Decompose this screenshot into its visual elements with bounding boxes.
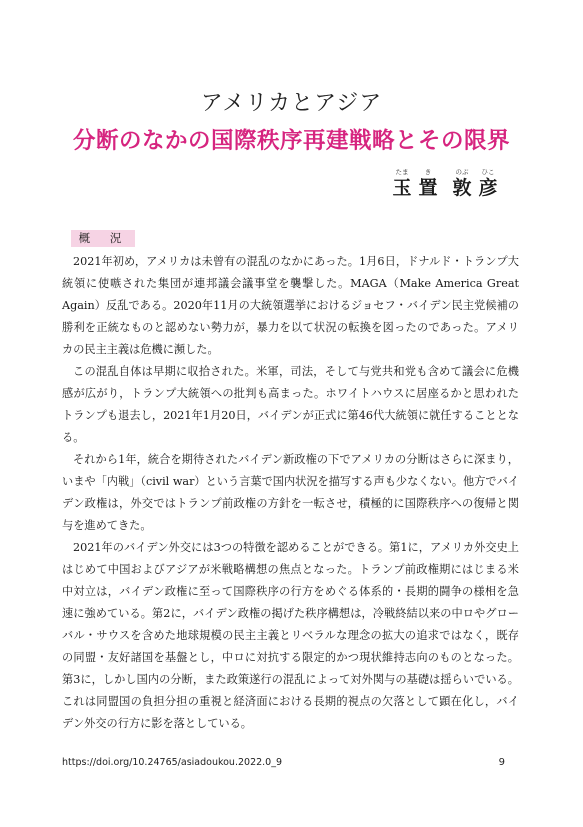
title-line2: 分断のなかの国際秩序再建戦略とその限界 [72,128,510,154]
author-kanji: 置 [418,177,438,199]
author-kanji: 敦 [452,177,472,199]
author-char [415,168,441,199]
author-ruby: たま [395,168,409,176]
body-text [62,251,519,735]
author-char [475,168,501,199]
page-number: 9 [498,757,505,768]
author-ruby: のぶ [455,168,469,176]
author-kanji: 玉 [392,177,412,199]
title-line1: アメリカとアジア [200,91,383,116]
doi-link[interactable]: https://doi.org/10.24765/asiadoukou.2022.0_9 [62,757,283,768]
paragraph: この混乱自体は早期に収拾された。米軍，司法，そして与党共和党も含めて議会に危機感が広がり，トランプ大統領への批判も高まった。ホワイトハウスに居座るかと思われたトランプも退去し，2021年1月20日，バイデンが正式に第46代大統領に就任することとなる。 [62,365,519,444]
author-name [389,168,501,199]
section-label: 概 況 [71,230,135,247]
author-ruby: き [424,168,432,176]
author-char [389,168,415,199]
author-kanji: 彦 [478,177,498,199]
paragraph: 2021年初め，アメリカは未曾有の混乱のなかにあった。1月6日，ドナルド・トランプ大統領に使嗾された集団が連邦議会議事堂を襲撃した。MAGA（Make America Great Again）反乱である。2020年11月の大統領選挙におけるジョセフ・バイデン民主党候補の勝利を正統なものと認めない勢力が，暴力を以て状況の転換を図ったのであった。アメリカの民主主義は危機に瀕した。 [62,255,519,356]
paragraph: それから1年，統合を期待されたバイデン新政権の下でアメリカの分断はさらに深まり，いまや「内戦」（civil war）という言葉で国内状況を描写する声も少なくない。他方でバイデン政権は，外交ではトランプ前政権の方針を一転させ，積極的に国際秩序への復帰と関与を進めてきた。 [62,453,519,532]
author-char [449,168,475,199]
author-ruby: ひこ [481,168,495,176]
paragraph: 2021年のバイデン外交には3つの特徴を認めることができる。第1に，アメリカ外交史上はじめて中国およびアジアが米戦略構想の焦点となった。トランプ前政権期にはじまる米中対立は，バイデン政権に至って国際秩序の行方をめぐる体系的・長期的闘争の様相を急速に強めている。第2に，バイデン政権の掲げた秩序構想は，冷戦終結以来の中ロやグローバル・サウスを含めた地球規模の民主主義とリベラルな理念の拡大の追求ではなく，既存の同盟・友好諸国を基盤とし，中ロに対抗する限定的かつ現状維持志向のものとなった。第3に，しかし国内の分断，また政策遂行の混乱によって対外関与の基礎は揺らいでいる。これは同盟国の負担分担の重視と経済面における長期的視点の欠落として顕在化し，バイデン外交の行方に影を落としている。 [62,541,519,730]
